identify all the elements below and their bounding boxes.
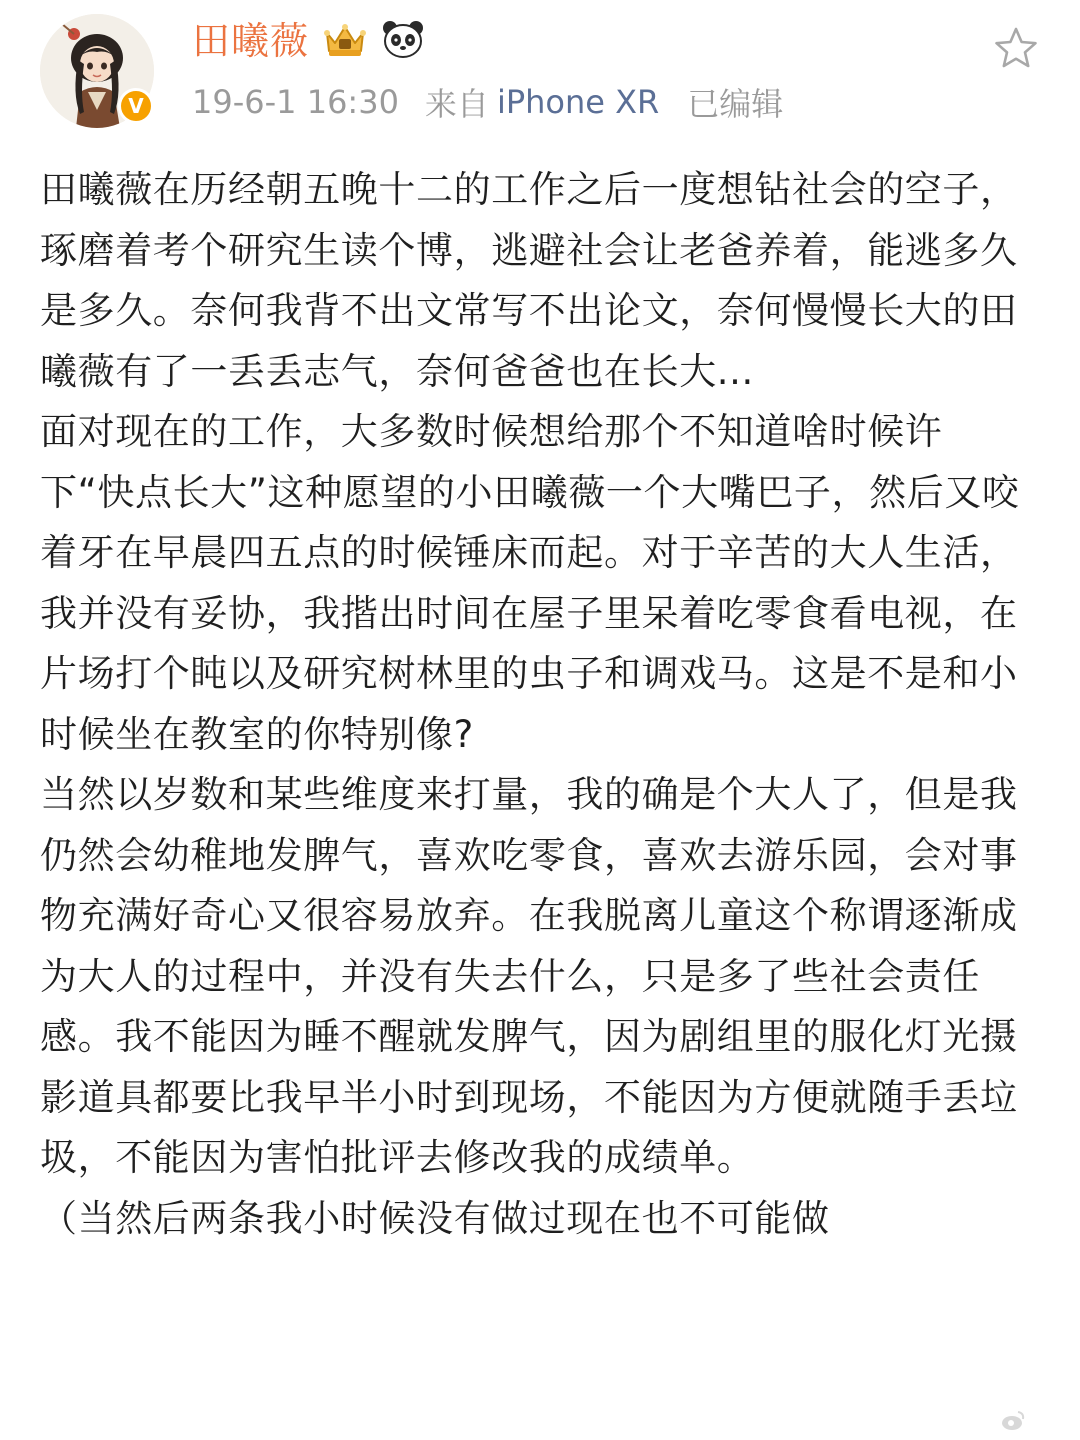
post-paragraph: 面对现在的工作，大多数时候想给那个不知道啥时候许下“快点长大”这种愿望的小田曦薇一个大嘴巴子，然后又咬着牙在早晨四五点的时候锤床而起。对于辛苦的大人生活，我并没有妥协，我揩出时间在屋子里呆着吃零食看电视，在片场打个盹以及研究树林里的虫子和调戏马。这是不是和小时候坐在教室的你特别像? [40, 410, 1020, 756]
verified-badge: V [118, 88, 154, 124]
source-device-link[interactable]: iPhone XR [496, 83, 660, 121]
author-row [192, 14, 425, 68]
post-meta [192, 78, 783, 126]
post-body [40, 160, 1030, 1440]
post-time: 19-6-1 16:30 [192, 83, 399, 121]
edited-label[interactable]: 已编辑 [687, 85, 784, 123]
post-paragraph: 田曦薇在历经朝五晚十二的工作之后一度想钻社会的空子，琢磨着考个研究生读个博，逃避社会让老爸养着，能逃多久是多久。奈何我背不出文常写不出论文，奈何慢慢长大的田曦薇有了一丢丢志气，奈何爸爸也在长大... [40, 168, 1018, 393]
weibo-logo-icon [1000, 1408, 1026, 1434]
post-paragraph: 当然以岁数和某些维度来打量，我的确是个大人了，但是我仍然会幼稚地发脾气，喜欢吃零食，喜欢去游乐园，会对事物充满好奇心又很容易放弃。在我脱离儿童这个称谓逐渐成为大人的过程中，并没有失去什么，只是多了些社会责任感。我不能因为睡不醒就发脾气，因为剧组里的服化灯光摄影道具都要比我早半小时到现场，不能因为方便就随手丢垃圾，不能因为害怕批评去修改我的成绩单。 [40, 773, 1018, 1179]
watermark [1000, 1408, 1032, 1434]
crown-icon [321, 19, 369, 63]
panda-icon [381, 19, 425, 63]
source-label: 来自 [424, 85, 489, 123]
post-paragraph: （当然后两条我小时候没有做过现在也不可能做 [40, 1196, 830, 1240]
post-header [0, 0, 1080, 150]
favorite-star-icon[interactable] [992, 24, 1040, 72]
author-name[interactable]: 田曦薇 [192, 19, 310, 63]
